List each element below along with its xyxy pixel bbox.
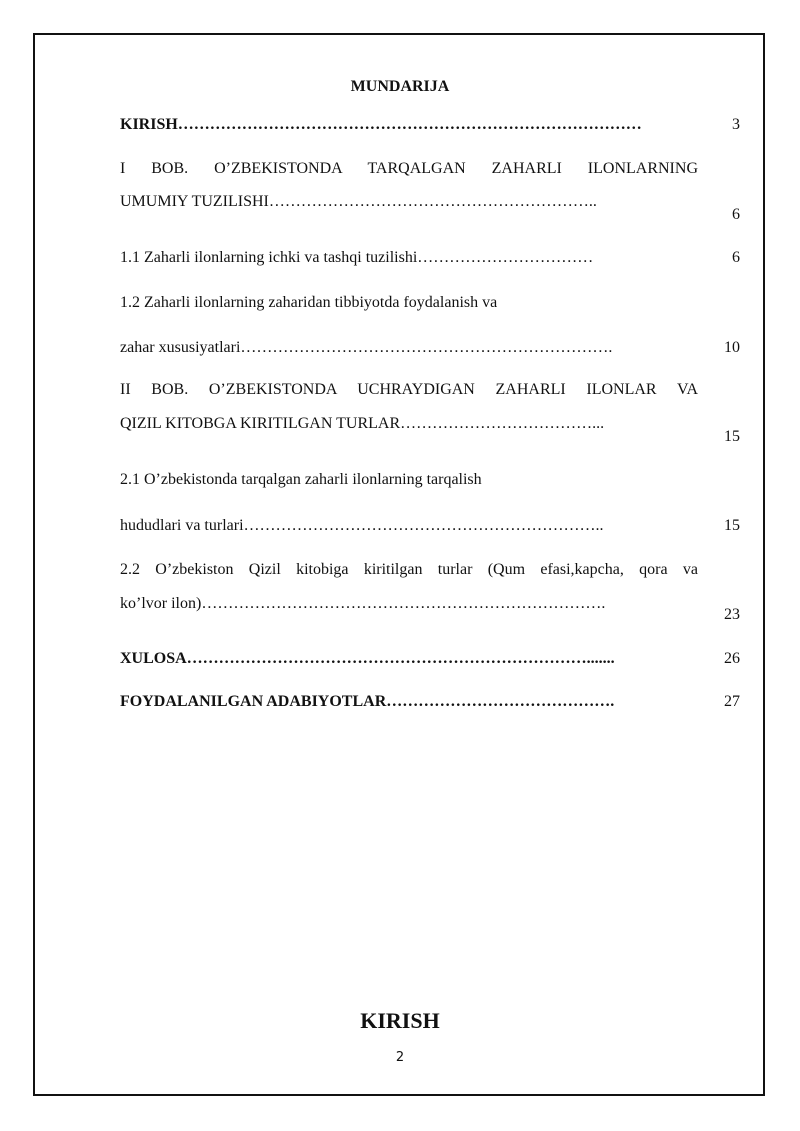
toc-page-number: 23 [724,606,740,623]
toc-entry-title: XULOSA…………………………………………………………………....... [120,650,615,667]
toc-page-number: 15 [724,517,740,534]
toc-page-number: 6 [732,249,740,266]
toc-page-number: 26 [724,650,740,667]
toc-entry-xulosa[interactable] [120,645,698,673]
toc-entry-section-2-2-line-2[interactable]: ko’lvor ilon)…………………………………………………………………. [120,595,606,612]
toc-entry-chapter-1-line-2[interactable]: UMUMIY TUZILISHI…………………………………………………….. [120,193,597,210]
toc-heading: MUNDARIJA [350,78,450,95]
toc-page-number: 10 [724,339,740,356]
toc-entry-chapter-1-line-1[interactable]: I BOB. O’ZBEKISTONDA TARQALGAN ZAHARLI ILONLARNING [120,160,698,177]
toc-entry-section-1-2-line-1[interactable]: 1.2 Zaharli ilonlarning zaharidan tibbiyotda foydalanish va [120,294,498,311]
toc-entry-title: FOYDALANILGAN ADABIYOTLAR……………………………………. [120,693,615,710]
toc-entry-section-1-1[interactable]: 1.1 Zaharli ilonlarning ichki va tashqi tuzilishi…………………………… [120,249,594,266]
toc-entry-section-2-1-line-1[interactable]: 2.1 O’zbekistonda tarqalgan zaharli ilonlarning tarqalish [120,471,482,488]
toc-page-number: 6 [732,206,740,223]
toc-page-number: 15 [724,428,740,445]
next-section-heading: KIRISH [360,1008,440,1033]
toc-entry-section-2-2-line-1[interactable]: 2.2 O’zbekiston Qizil kitobiga kiritilgan turlar (Qum efasi,kapcha, qora va [120,561,698,578]
toc-entry-chapter-2-line-1[interactable]: II BOB. O’ZBEKISTONDA UCHRAYDIGAN ZAHARLI ILONLAR VA [120,381,698,398]
toc-page-number: 3 [732,116,740,133]
toc-entry-section-1-2-line-2[interactable]: zahar xususiyatlari……………………………………………………………. [120,339,613,356]
toc-entry-title: KIRISH…………………………………………………………………………… [120,116,642,133]
toc-entry-references[interactable] [120,688,698,716]
toc-entry-kirish[interactable] [120,111,698,139]
toc-entry-section-2-1-line-2[interactable]: hududlari va turlari………………………………………………………….. [120,517,604,534]
toc-entry-chapter-2-line-2[interactable]: QIZIL KITOBGA KIRITILGAN TURLAR………………………………... [120,415,605,432]
toc-page-number: 27 [724,693,740,710]
page-number: 2 [395,1050,405,1065]
